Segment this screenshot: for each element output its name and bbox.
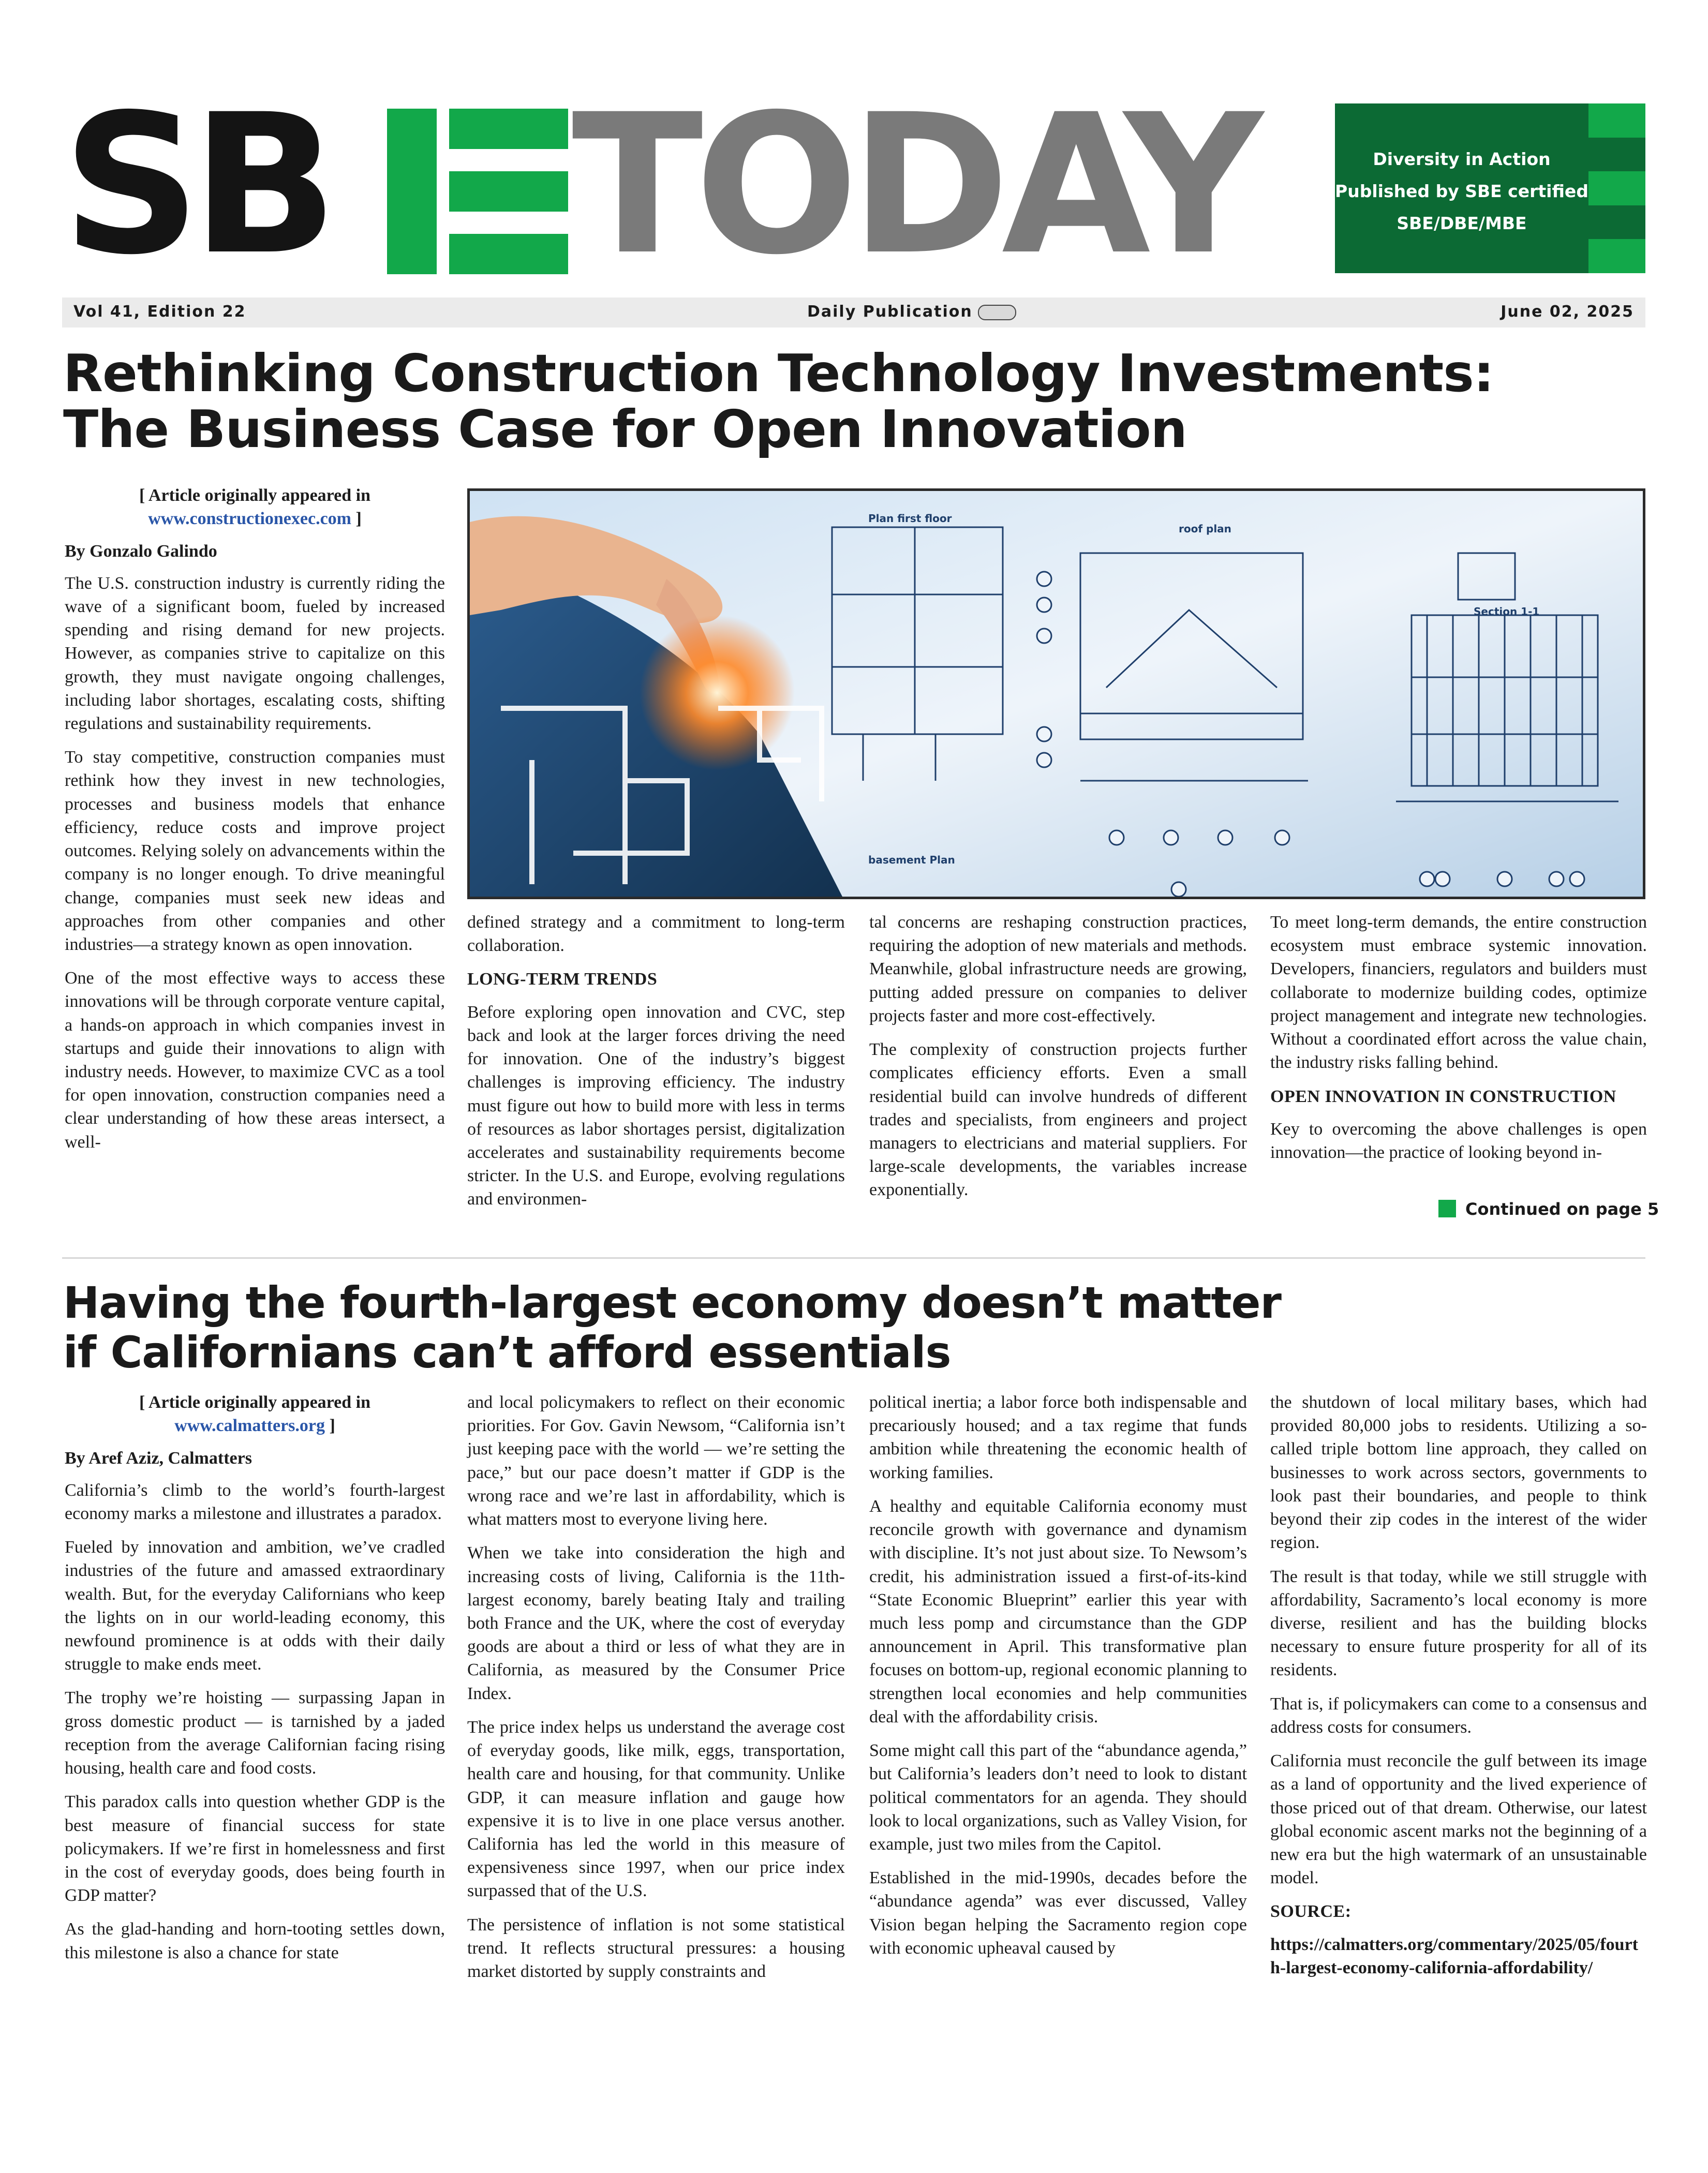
article2-column-2	[467, 1391, 845, 1993]
tagline-line-2: Published by SBE certified	[1335, 181, 1588, 201]
volume-edition: Vol 41, Edition 22	[73, 303, 246, 321]
paragraph: The U.S. construction industry is currently riding the wave of a significant boom, fueled by increased spending and rising demand for new projects. However, as companies strive to capitalize on this growth, they must navigate ongoing challenges, including labor shortages, escalating costs, shifting regulations and sustainability requirements.	[65, 573, 445, 733]
info-bar	[62, 297, 1645, 328]
continued-text: Continued on page 5	[1465, 1199, 1659, 1219]
paragraph: A healthy and equitable California economy must reconcile growth with governance and dynamism with discipline. It’s not just about size. To Newsom’s credit, his administration issued a first-of-its-kind “State Economic Blueprint” earlier this year with much less pomp and circumstance than the GDP announcement in April. This transformative plan focuses on bottom-up, regional economic planning to strengthen local economies and help communities deal with the affordability crisis.	[869, 1496, 1247, 1727]
paragraph: This paradox calls into question whether GDP is the best measure of financial success for state policymakers. If we’re first in homelessness and first in the cost of everyday goods, does being fourth in GDP matter?	[65, 1792, 445, 1906]
credit-close: ]	[324, 1416, 335, 1436]
paragraph: As the glad-handing and horn-tooting settles down, this milestone is also a chance for state	[65, 1919, 445, 1962]
source-label: SOURCE:	[1270, 1902, 1351, 1922]
paragraph: The trophy we’re hoisting — surpassing Japan in gross domestic product — is tarnished by a jaded reception from the average Californian facing rising housing, health care and food costs.	[65, 1688, 445, 1778]
publication-frequency	[807, 303, 1016, 321]
paragraph: To stay competitive, construction companies must rethink how they invest in new technologies, processes and business models that enhance efficiency, reduce costs and improve project outcomes. Relying solely on advancements within the company is no longer enough. To drive meaningful change, companies must seek new ideas and approaches from other companies and other industries—a strategy known as open innovation.	[65, 748, 445, 954]
plan-label: basement Plan	[868, 854, 955, 866]
tagline-line-1: Diversity in Action	[1373, 149, 1551, 169]
article1-credit	[65, 484, 445, 530]
continued-link[interactable]	[1438, 1199, 1659, 1219]
article2-byline: By Aref Aziz, Calmatters	[65, 1449, 252, 1468]
paragraph: The result is that today, while we still struggle with affordability, Sacramento’s local economy is more diverse, resilient and has the building blocks necessary to ensure future prosperity for all of its residents.	[1270, 1567, 1647, 1680]
article1-headline-line-1: Rethinking Construction Technology Investments:	[63, 343, 1494, 404]
article1-headline-line-2: The Business Case for Open Innovation	[63, 399, 1187, 459]
paragraph: Some might call this part of the “abundance agenda,” but California’s leaders don’t need to look to distant political commentators for an agenda. They should look to local organizations, such as Valley Vision, for example, just two miles from the Capitol.	[869, 1741, 1247, 1854]
issue-date: June 02, 2025	[1501, 303, 1634, 321]
paragraph: Established in the mid-1990s, decades before the “abundance agenda” was ever discussed, Valley Vision began helping the Sacramento region cope with economic upheaval caused by	[869, 1868, 1247, 1958]
paragraph: California must reconcile the gulf between its image as a land of opportunity and the lived experience of those priced out of that dream. Otherwise, our latest global economic ascent marks not the beginning of a new era but the high watermark of an unsustainable model.	[1270, 1751, 1647, 1888]
article2-credit	[65, 1391, 445, 1437]
article1-column-2	[467, 911, 845, 1222]
article2-headline-line-1: Having the fourth-largest economy doesn’t matter	[63, 1277, 1281, 1328]
credit-link[interactable]: www.constructionexec.com	[148, 509, 351, 529]
credit-text: [ Article originally appeared in	[139, 1393, 370, 1412]
masthead	[62, 73, 1645, 297]
article2-column-4	[1270, 1391, 1647, 1990]
seal-icon	[978, 305, 1016, 320]
paragraph: Before exploring open innovation and CVC, step back and look at the larger forces driving the need for innovation. One of the industry’s biggest challenges is improving efficiency. The industry must figure out how to build more with less in terms of resources as labor shortages persist, digitalization accelerates and sustainability requirements become stricter. In the U.S. and Europe, evolving regulations and environmen-	[467, 1002, 845, 1209]
plan-label: Section 1-1	[1474, 605, 1540, 618]
article2-column-1	[65, 1391, 445, 1975]
article-divider	[62, 1257, 1645, 1259]
credit-text: [ Article originally appeared in	[139, 486, 370, 505]
subhead-long-term-trends: LONG-TERM TRENDS	[467, 970, 658, 989]
article1-column-1	[65, 484, 445, 1164]
logo-today: TODAY	[572, 73, 1255, 297]
plan-label: roof plan	[1179, 523, 1231, 535]
article2-headline	[63, 1278, 1646, 1377]
article1-column-4	[1270, 911, 1647, 1174]
paragraph: Key to overcoming the above challenges is open innovation—the practice of looking beyond in-	[1270, 1119, 1647, 1162]
paragraph: tal concerns are reshaping construction practices, requiring the adoption of new materials and methods. Meanwhile, global infrastructure needs are growing, putting added pressure on companies to deliver projects faster and more cost-effectively.	[869, 913, 1247, 1025]
plan-label: Plan first floor	[868, 512, 952, 525]
paragraph: One of the most effective ways to access these innovations will be through corporate venture capital, a hands-on approach in which companies invest in startups and guide their innovations to align with industry needs. However, to maximize CVC as a tool for open innovation, construction companies need a clear understanding of how these areas intersect, a well-	[65, 969, 445, 1152]
subhead-open-innovation: OPEN INNOVATION IN CONSTRUCTION	[1270, 1086, 1616, 1106]
paragraph: When we take into consideration the high and increasing costs of living, California is the 11th-largest economy, barely beating Italy and trailing both France and the UK, where the cost of everyday goods are about a third or less of what they are in California, as measured by the Consumer Price Index.	[467, 1543, 845, 1703]
credit-close: ]	[351, 509, 362, 529]
paragraph: The price index helps us understand the average cost of everyday goods, like milk, eggs, transportation, health care and housing, for that community. Unlike GDP, it can measure inflation and gauge how expensive it is to live in one place versus another. California has led the world in this measure of expensiveness since 1997, when our price index surpassed that of the U.S.	[467, 1717, 845, 1901]
stripes-icon	[1588, 103, 1645, 273]
source-link[interactable]: https://calmatters.org/commentary/2025/05/fourth-largest-economy-california-affordability/	[1270, 1934, 1638, 1977]
frequency-label: Daily Publication	[807, 303, 973, 321]
paragraph: To meet long-term demands, the entire construction ecosystem must embrace systemic innovation. Developers, financiers, regulators and builders must collaborate to modernize building codes, optimize project management and integrate new technologies. Without a coordinated effort across the value chain, the industry risks falling behind.	[1270, 913, 1647, 1073]
paragraph: The complexity of construction projects further complicates efficiency efforts. Even a small residential build can involve hundreds of different trades and specialists, from engineers and project managers to electricians and material suppliers. For large-scale developments, the variables increase exponentially.	[869, 1040, 1247, 1200]
paragraph: defined strategy and a commitment to long-term collaboration.	[467, 913, 845, 956]
green-square-icon	[1438, 1200, 1456, 1217]
credit-link[interactable]: www.calmatters.org	[174, 1416, 325, 1436]
paragraph: The persistence of inflation is not some statistical trend. It reflects structural pressures: a housing market distorted by supply constraints and	[467, 1915, 845, 1982]
paragraph: That is, if policymakers can come to a consensus and address costs for consumers.	[1270, 1694, 1647, 1737]
tagline-line-3: SBE/DBE/MBE	[1397, 213, 1527, 233]
article2-column-3	[869, 1391, 1247, 1970]
logo-sb: SB	[62, 73, 329, 297]
paragraph: political inertia; a labor force both indispensable and precariously housed; and a tax regime that funds ambition while threatening the economic health of working families.	[869, 1393, 1247, 1482]
hero-image	[467, 488, 1645, 899]
tagline-box	[1335, 103, 1645, 273]
article1-headline	[63, 343, 1646, 459]
article1-byline: By Gonzalo Galindo	[65, 542, 217, 561]
article1-column-3	[869, 911, 1247, 1212]
article2-headline-line-2: if Californians can’t afford essentials	[63, 1327, 951, 1378]
paragraph: the shutdown of local military bases, which had provided 80,000 jobs to residents. Utilizing a so-called triple bottom line approach, they called on businesses to work across sectors, governments to look past their boundaries, and people to think beyond their zip codes in the interest of the wider region.	[1270, 1393, 1647, 1553]
paragraph: California’s climb to the world’s fourth-largest economy marks a milestone and illustrates a paradox.	[65, 1480, 445, 1523]
paragraph: and local policymakers to reflect on their economic priorities. For Gov. Gavin Newsom, “California isn’t just keeping pace with the world — we’re setting the pace,” but our pace doesn’t matter if GDP is the wrong race and we’re last in affordability, which is what matters most to everyone living here.	[467, 1393, 845, 1529]
logo-e-icon	[387, 109, 568, 274]
paragraph: Fueled by innovation and ambition, we’ve cradled industries of the future and amassed extraordinary wealth. But, for the everyday Californians who keep the lights on in our world-leading economy, this newfound prominence is at odds with their daily struggle to make ends meet.	[65, 1538, 445, 1674]
